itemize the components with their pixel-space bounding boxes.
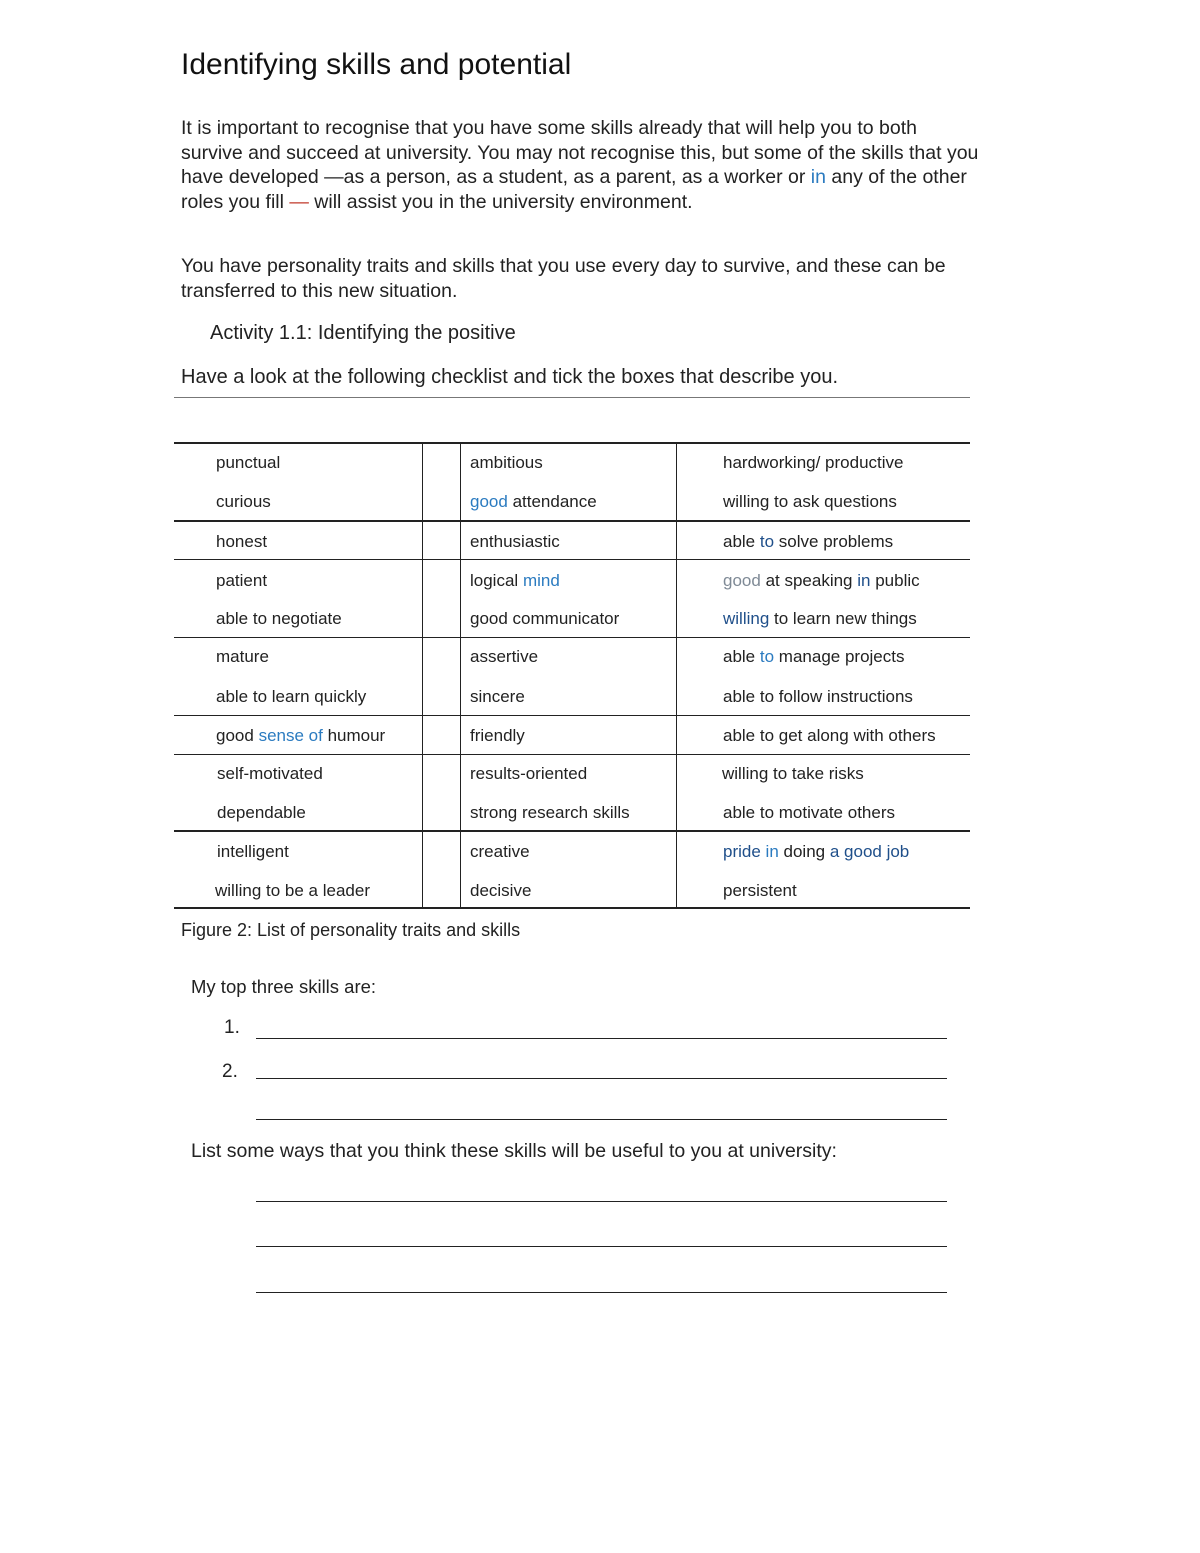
list-number-2: 2. [222,1061,238,1082]
skill-text: willing [723,609,770,628]
skill-text: logical [470,571,519,590]
skill-solve-problems [723,532,893,552]
skill-results-oriented: results-oriented [470,764,588,783]
table-row-divider [174,559,970,560]
skill-text: to [759,647,775,666]
usefulness-line-3[interactable] [256,1292,947,1293]
checkbox-column-left-border [422,442,423,909]
skill-creative: creative [470,842,530,861]
skill-curious: curious [216,492,271,511]
intro-text-in: in [810,166,826,188]
table-row-divider [174,754,970,755]
skill-research: strong research skills [470,803,630,822]
skill-persistent: persistent [723,881,797,900]
skill-text: sense of [258,726,323,745]
skill-learn-new-things [723,609,917,629]
skill-text: public [875,571,920,590]
skill-assertive: assertive [470,647,539,666]
skill-sense-of-humour [216,726,385,746]
answer-line-3[interactable] [256,1119,947,1120]
intro-text-a: It is important to recognise that you have some skills already that will help you to both survive and succeed at university. You may not recognise this, but some of the skills that you have developed —as a person, as a student, as a parent, as a worker or [181,117,979,188]
answer-line-1[interactable] [256,1038,947,1039]
skill-learn-quickly: able to learn quickly [216,687,367,706]
skill-manage-projects [723,647,904,667]
list-number-1: 1. [224,1017,240,1038]
skill-text: doing [783,842,826,861]
skill-enthusiastic: enthusiastic [470,532,560,551]
skill-honest: honest [216,532,268,551]
top-three-label: My top three skills are: [191,976,377,997]
skill-negotiate: able to negotiate [216,609,342,628]
table-column-divider [676,442,677,909]
figure-caption: Figure 2: List of personality traits and skills [181,920,521,940]
skill-text: to [759,532,775,551]
skill-leader: willing to be a leader [215,881,370,900]
table-row-divider [174,637,970,638]
checkbox-column-right-border [460,442,461,909]
skill-text: attendance [512,492,597,511]
usefulness-line-1[interactable] [256,1201,947,1202]
skill-public-speaking [723,571,920,591]
skill-text: to learn new things [774,609,917,628]
skill-follow-instructions: able to follow instructions [723,687,913,706]
skill-text: able [723,647,756,666]
intro-paragraph-2: You have personality traits and skills that you use every day to survive, and these can be transferred to this new situation. [181,255,946,302]
skill-text: mind [522,571,560,590]
skill-text: able [723,532,756,551]
skill-text: pride [723,842,761,861]
table-border-bottom [174,907,970,909]
skill-text: at speaking [765,571,853,590]
table-border-top [174,442,970,444]
skill-mature: mature [216,647,269,666]
skill-get-along: able to get along with others [723,726,936,745]
skill-text: in [857,571,871,590]
skill-motivate-others: able to motivate others [723,803,895,822]
usefulness-line-2[interactable] [256,1246,947,1247]
skill-intelligent: intelligent [217,842,289,861]
skill-text: good [723,571,761,590]
intro-text-c: will assist you in the university environment. [308,190,693,213]
skill-self-motivated: self-motivated [217,764,323,783]
answer-line-2[interactable] [256,1078,947,1079]
intro-paragraph-1 [181,116,981,214]
skill-pride-good-job [723,842,909,862]
skill-patient: patient [216,571,268,590]
activity-instruction: Have a look at the following checklist and tick the boxes that describe you. [181,366,839,388]
skill-take-risks: willing to take risks [722,764,864,783]
table-row-divider [174,520,970,522]
skill-ask-questions: willing to ask questions [723,492,897,511]
skill-hardworking: hardworking/ productive [723,453,904,472]
skill-friendly: friendly [470,726,525,745]
skill-text: humour [327,726,386,745]
intro-text-dash: — [289,190,309,213]
skill-text: good [470,492,508,511]
table-row-divider [174,715,970,716]
skill-text: in [765,842,779,861]
skills-checklist-table [174,442,970,909]
skill-text: manage projects [778,647,905,666]
skill-sincere: sincere [470,687,525,706]
page-title: Identifying skills and potential [181,48,572,81]
instruction-divider [174,397,970,398]
skill-decisive: decisive [470,881,532,900]
skill-text: good [216,726,254,745]
skill-punctual: punctual [216,453,281,472]
skill-ambitious: ambitious [470,453,543,472]
table-row-divider [174,830,970,832]
skill-text: solve problems [778,532,894,551]
intro-text-b: any of the other roles you fill [181,166,967,213]
skill-text: a good job [829,842,910,861]
activity-heading: Activity 1.1: Identifying the positive [210,322,516,344]
skill-good-attendance [470,492,597,512]
skill-logical-mind [470,571,560,591]
usefulness-prompt: List some ways that you think these skills will be useful to you at university: [191,1140,837,1162]
skill-dependable: dependable [217,803,306,822]
skill-communicator: good communicator [470,609,620,628]
